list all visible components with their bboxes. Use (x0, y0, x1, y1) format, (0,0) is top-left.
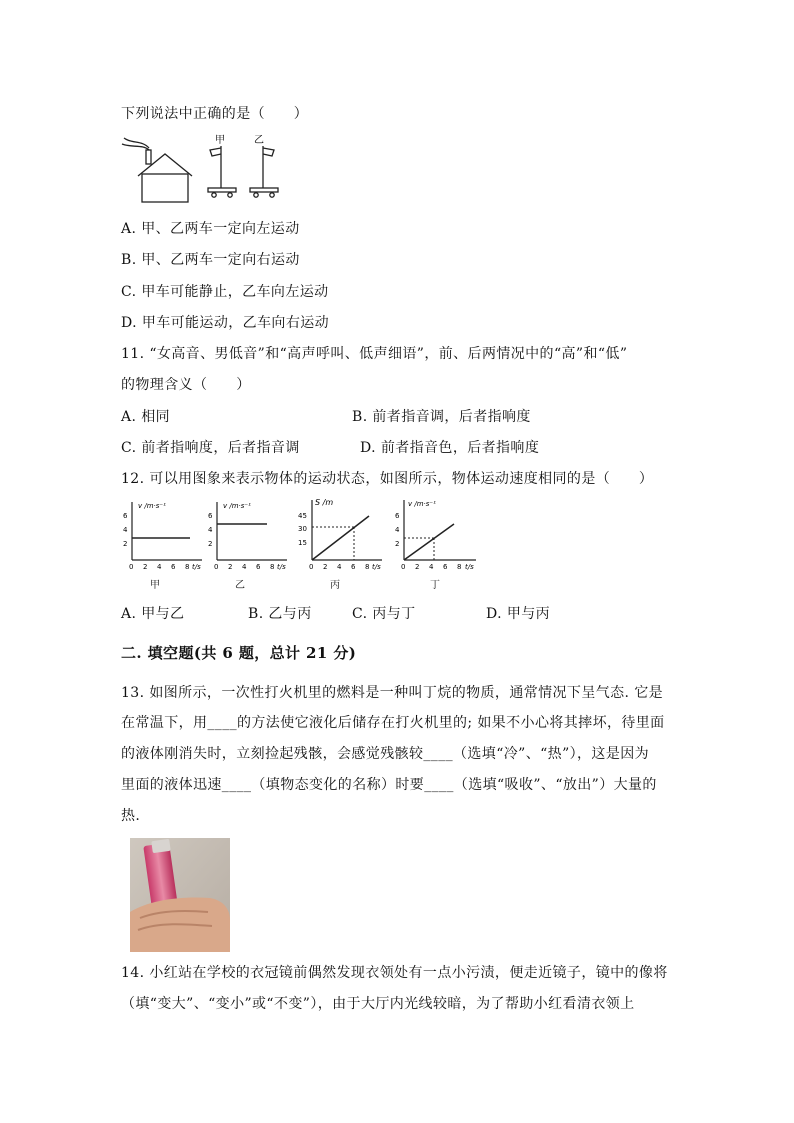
graph-ding-xlabel: t/s (465, 563, 474, 570)
q13-line5: 热. (121, 808, 141, 824)
graph-yi-xtick: 8 (270, 563, 275, 570)
q14-line2: （填“变大”、“变小”或“不变”），由于大厅内光线较暗，为了帮助小红看清衣领上 (121, 996, 635, 1012)
graph-yi-ylabel: v /m·s⁻¹ (223, 502, 251, 510)
q11-option-a: A. 相同 (121, 409, 171, 425)
q11-option-c: C. 前者指响度，后者指音调 (121, 440, 300, 456)
q13-line1: 13. 如图所示，一次性打火机里的燃料是一种叫丁烷的物质，通常情况下呈气态. 它是 (121, 685, 664, 701)
graph-bing-ytick: 15 (298, 539, 307, 547)
graph-yi-caption: 乙 (235, 580, 245, 591)
graph-jia-caption: 甲 (150, 580, 160, 591)
q12-stem: 12. 可以用图象来表示物体的运动状态，如图所示，物体运动速度相同的是（ ） (121, 471, 654, 487)
graph-bing-ylabel: S /m (315, 498, 334, 507)
graph-bing-xtick: 8 (365, 563, 370, 570)
graph-bing-ytick: 30 (298, 525, 307, 533)
house-icon (122, 138, 192, 202)
graph-ding-xtick: 4 (429, 563, 434, 570)
q11-option-b: B. 前者指音调，后者指响度 (352, 409, 531, 425)
graph-yi-ytick: 6 (208, 512, 213, 520)
graph-jia-ytick: 6 (123, 512, 128, 520)
q12-option-b: B. 乙与丙 (248, 606, 312, 622)
graph-ding-ytick: 2 (395, 540, 400, 548)
graph-ding-ytick: 6 (395, 512, 400, 520)
q13-line2: 在常温下，用____的方法使它液化后储存在打火机里的; 如果不小心将其摔坏，待里面 (121, 715, 665, 731)
graph-bing-xtick: 6 (351, 563, 356, 570)
graph-ding-line (404, 524, 454, 560)
graph-yi-xtick: 4 (242, 563, 247, 570)
graph-bing-xtick: 2 (323, 563, 328, 570)
graph-ding-caption: 丁 (430, 580, 440, 591)
car-yi-label: 乙 (254, 135, 264, 146)
graph-ding-xtick: 2 (415, 563, 420, 570)
q10-figure (118, 132, 288, 210)
q10-option-a: A. 甲、乙两车一定向左运动 (121, 221, 300, 237)
lighter-photo (130, 838, 230, 952)
graph-bing-xlabel: t/s (372, 563, 381, 570)
graph-yi (201, 496, 293, 570)
graph-bing-xtick: 0 (309, 563, 314, 570)
q11-option-d: D. 前者指音色，后者指响度 (360, 440, 540, 456)
q13-line4: 里面的液体迅速____（填物态变化的名称）时要____（选填“吸收”、“放出”）大量的 (121, 777, 657, 793)
q10-option-c: C. 甲车可能静止，乙车向左运动 (121, 284, 329, 300)
car-jia (208, 146, 236, 197)
graph-jia-xtick: 8 (185, 563, 190, 570)
graph-bing-ytick: 45 (298, 512, 307, 520)
graph-ding-xtick: 0 (401, 563, 406, 570)
q13-line3: 的液体刚消失时，立刻捡起残骸，会感觉残骸较____（选填“冷”、“热”），这是因为 (121, 746, 650, 762)
graph-yi-xlabel: t/s (277, 563, 286, 570)
q11-line1: 11. “女高音、男低音”和“高声呼叫、低声细语”，前、后两情况中的“高”和“低” (121, 346, 628, 362)
graph-ding-xtick: 6 (443, 563, 448, 570)
q12-option-d: D. 甲与丙 (486, 606, 551, 622)
graph-yi-ytick: 2 (208, 540, 213, 548)
q10-option-d: D. 甲车可能运动，乙车向右运动 (121, 315, 330, 331)
graph-jia-xlabel: t/s (192, 563, 201, 570)
graph-ding (386, 494, 486, 570)
graph-jia (116, 496, 208, 570)
q14-line1: 14. 小红站在学校的衣冠镜前偶然发现衣领处有一点小污渍，便走近镜子，镜中的像将 (121, 965, 668, 981)
q12-option-c: C. 丙与丁 (352, 606, 416, 622)
graph-bing-xtick: 4 (337, 563, 342, 570)
q10-stem: 下列说法中正确的是（ ） (121, 106, 309, 122)
graph-bing-line (312, 516, 369, 560)
q10-option-b: B. 甲、乙两车一定向右运动 (121, 252, 300, 268)
graph-ding-ytick: 4 (395, 526, 400, 534)
car-yi (250, 146, 278, 197)
graph-ding-ylabel: v /m·s⁻¹ (408, 500, 436, 508)
graph-yi-ytick: 4 (208, 526, 213, 534)
graph-ding-xtick: 8 (457, 563, 462, 570)
graph-bing (290, 494, 390, 570)
graph-jia-xtick: 0 (129, 563, 134, 570)
q11-line2: 的物理含义（ ） (121, 377, 251, 393)
section-heading: 二. 填空题(共 6 题，总计 21 分) (121, 644, 357, 662)
graph-bing-caption: 丙 (330, 580, 340, 591)
graph-jia-xtick: 4 (157, 563, 162, 570)
q12-option-a: A. 甲与乙 (121, 606, 185, 622)
graph-jia-ytick: 2 (123, 540, 128, 548)
graph-jia-ylabel: v /m·s⁻¹ (138, 502, 166, 510)
graph-yi-xtick: 2 (228, 563, 233, 570)
graph-jia-xtick: 6 (171, 563, 176, 570)
graph-jia-xtick: 2 (143, 563, 148, 570)
graph-yi-xtick: 6 (256, 563, 261, 570)
car-jia-label: 甲 (215, 135, 225, 146)
graph-yi-xtick: 0 (214, 563, 219, 570)
graph-jia-ytick: 4 (123, 526, 128, 534)
